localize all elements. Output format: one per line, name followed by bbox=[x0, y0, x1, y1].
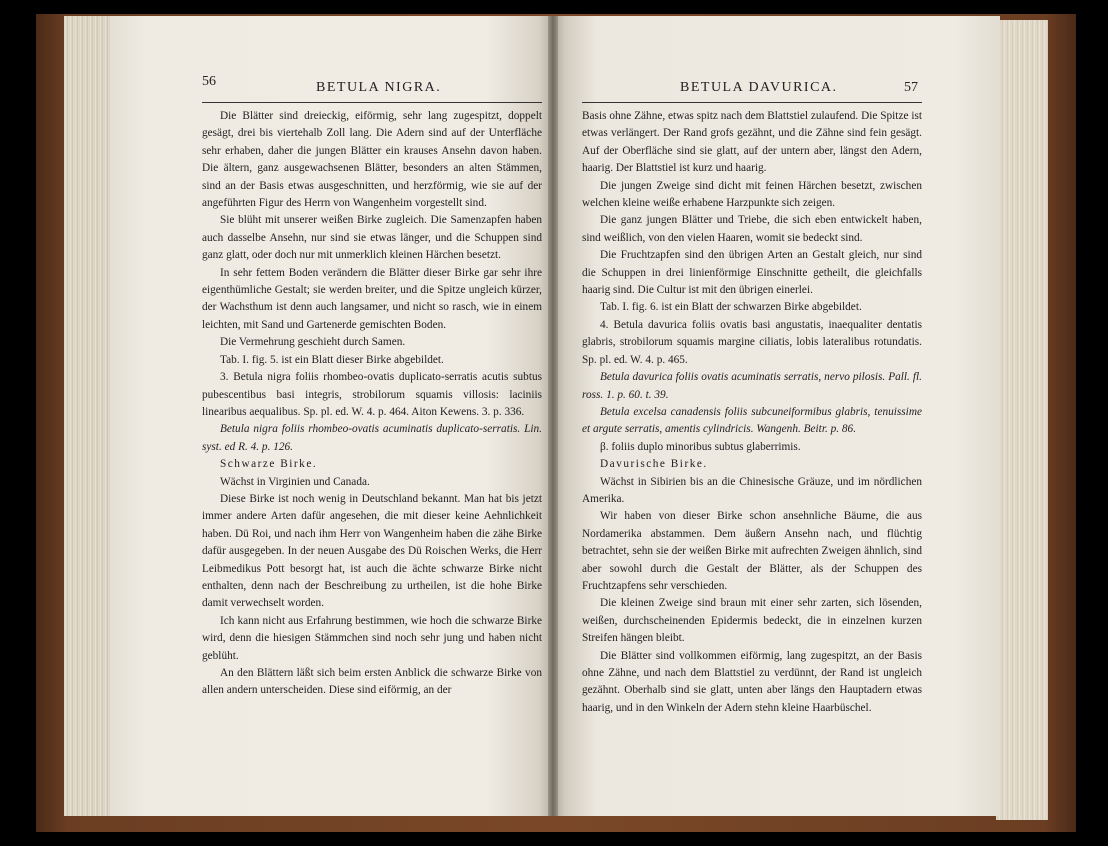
left-page-number: 56 bbox=[202, 74, 216, 89]
paragraph: Betula davurica foliis ovatis acuminatis serratis, nervo pilosis. Pall. fl. ross. 1. p. 60. t. 39. bbox=[582, 371, 922, 401]
left-header-rule bbox=[202, 102, 542, 103]
paragraph: An den Blättern läßt sich beim ersten Anblick die schwarze Birke von allen andern unterscheiden. Diese sind eiförmig, an der bbox=[202, 667, 542, 697]
paragraph: Die Blätter sind dreieckig, eiförmig, sehr lang zugespitzt, doppelt gesägt, drei bis viertehalb Zoll lang. Die Adern sind auf der Unterfläche sehr erhaben, daher die jungen Blätter ein krauses Ansehn davon haben. Die ältern, ganz ausgewachsenen Blätter, besonders an alten Stämmen, sind an der Basis etwas ausgeschnitten, und herzförmig, wie sie auf der angeführten Figur des Herrn von Wangenheim vorgestellt sind. bbox=[202, 110, 542, 210]
paragraph: Die Vermehrung geschieht durch Samen. bbox=[220, 336, 406, 349]
paragraph: Die ganz jungen Blätter und Triebe, die sich eben entwickelt haben, sind weißlich, von den vielen Haaren, womit sie bedeckt sind. bbox=[582, 214, 922, 244]
left-page-text bbox=[202, 108, 542, 700]
paragraph: Die kleinen Zweige sind braun mit einer sehr zarten, sich lösenden, weißen, durchscheinenden Epidermis bedeckt, die in einzelnen kurzen Streifen hängen bleibt. bbox=[582, 597, 922, 645]
paragraph: 4. Betula davurica foliis ovatis basi angustatis, inaequaliter dentatis glabris, strobilorum squamis margine ciliatis, lobis lateralibus rotundatis. Sp. pl. ed. W. 4. p. 465. bbox=[582, 318, 922, 366]
paragraph: Wächst in Sibirien bis an die Chinesische Gräuze, und im nördlichen Amerika. bbox=[582, 475, 922, 505]
paragraph: Tab. I. fig. 5. ist ein Blatt dieser Birke abgebildet. bbox=[220, 353, 444, 366]
paragraph: In sehr fettem Boden verändern die Blätter dieser Birke gar sehr ihre eigenthümliche Gestalt; sie werden breiter, und die Spitze ungleich kürzer, der Wachsthum ist denn auch langsamer, und nicht so rasch, wie in einem leichten, mit Sand und Gartenerde gemischten Boden. bbox=[202, 266, 542, 331]
paragraph: Schwarze Birke. bbox=[220, 458, 318, 471]
paragraph: Sie blüht mit unserer weißen Birke zugleich. Die Samenzapfen haben auch dasselbe Ansehn, nur sind sie etwas länger, und die Schuppen sind ganz glatt, oder doch nur mit unmerklich kleinen Härchen besetzt. bbox=[202, 214, 542, 262]
paragraph: Die Blätter sind vollkommen eiförmig, lang zugespitzt, an der Basis ohne Zähne, und nach dem Blattstiel zu verdünnt, der Rand ist ungleich gezähnt. Oberhalb sind sie glatt, unten aber längs den Hauptadern etwas haarig, und in den Winkeln der Adern stehn kleine Haarbüschel. bbox=[582, 649, 922, 714]
right-header-rule bbox=[582, 102, 922, 103]
right-page-text bbox=[582, 108, 922, 717]
book-gutter bbox=[548, 16, 558, 816]
right-page-header bbox=[582, 74, 922, 100]
paragraph: Wir haben von dieser Birke schon ansehnliche Bäume, die aus Nordamerika abstammen. Dem äußern Ansehn nach, und flüchtig betrachtet, sehn sie der weißen Birke mit aufrechten Zweigen ähnlich, sind aber sowohl durch die Gestalt der Blätter, als der Schuppen des Fruchtzapfens sehr verschieden. bbox=[582, 510, 922, 592]
paragraph: 3. Betula nigra foliis rhombeo-ovatis duplicato-serratis acutis subtus pubescentibus basi integris, strobilorum squamis villosis: laciniis linearibus aequalibus. Sp. pl. ed. W. 4. p. 464. Aiton Kewens. 3. p. 336. bbox=[202, 371, 542, 418]
paragraph: β. foliis duplo minoribus subtus glaberrimis. bbox=[600, 440, 801, 453]
left-page-header bbox=[202, 74, 542, 100]
paragraph: Die Fruchtzapfen sind den übrigen Arten an Gestalt gleich, nur sind die Schuppen in drei linienförmige Einschnitte getheilt, die gleichfalls haarig sind. Die Cultur ist mit den übrigen einerlei. bbox=[582, 249, 922, 297]
paragraph: Wächst in Virginien und Canada. bbox=[220, 475, 370, 488]
right-page-edges bbox=[996, 20, 1048, 820]
paragraph: Basis ohne Zähne, etwas spitz nach dem Blattstiel zulaufend. Die Spitze ist etwas verlängert. Der Rand grofs gezähnt, und die Zähne sind fein gesägt. Auf der Oberfläche sind sie glatt, auf der untern aber, längst den Adern, haarig. Der Blattstiel ist kurz und haarig. bbox=[582, 110, 922, 175]
right-page-number: 57 bbox=[904, 80, 918, 95]
paragraph: Diese Birke ist noch wenig in Deutschland bekannt. Man hat bis jetzt immer andere Arten dafür angesehen, die mit dieser keine Aehnlichkeit haben. Dü Roi, und nach ihm Herr von Wangenheim haben die zähe Birke dafür ausgegeben. In der neuen Ausgabe des Dü Roischen Werks, die Herr Leibmedikus Pott besorgt hat, ist auch die ächte schwarze Birke nicht enthalten, denn nach der Beschreibung zu urtheilen, ist die hohe Birke damit verwechselt worden. bbox=[202, 492, 542, 610]
paragraph: Betula excelsa canadensis foliis subcuneiformibus glabris, tenuissime et argute serratis, amentis cylindricis. Wangenh. Beitr. p. 86. bbox=[582, 405, 922, 436]
paragraph: Davurische Birke. bbox=[600, 458, 708, 471]
paragraph: Die jungen Zweige sind dicht mit feinen Härchen besetzt, zwischen welchen kleine weiße erhabene Harzpunkte sich zeigen. bbox=[582, 179, 922, 210]
paragraph: Betula nigra foliis rhombeo-ovatis acuminatis duplicato-serratis. Lin. syst. ed R. 4. p. 126. bbox=[202, 423, 542, 453]
left-page bbox=[110, 16, 552, 816]
paragraph: Tab. I. fig. 6. ist ein Blatt der schwarzen Birke abgebildet. bbox=[600, 301, 862, 314]
right-running-title: BETULA DAVURICA. bbox=[680, 80, 838, 95]
right-page bbox=[552, 16, 1000, 816]
paragraph: Ich kann nicht aus Erfahrung bestimmen, wie hoch die schwarze Birke wird, denn die hiesigen Stämmchen sind noch sehr jung und haben nicht geblüht. bbox=[202, 614, 542, 662]
left-running-title: BETULA NIGRA. bbox=[316, 80, 442, 95]
